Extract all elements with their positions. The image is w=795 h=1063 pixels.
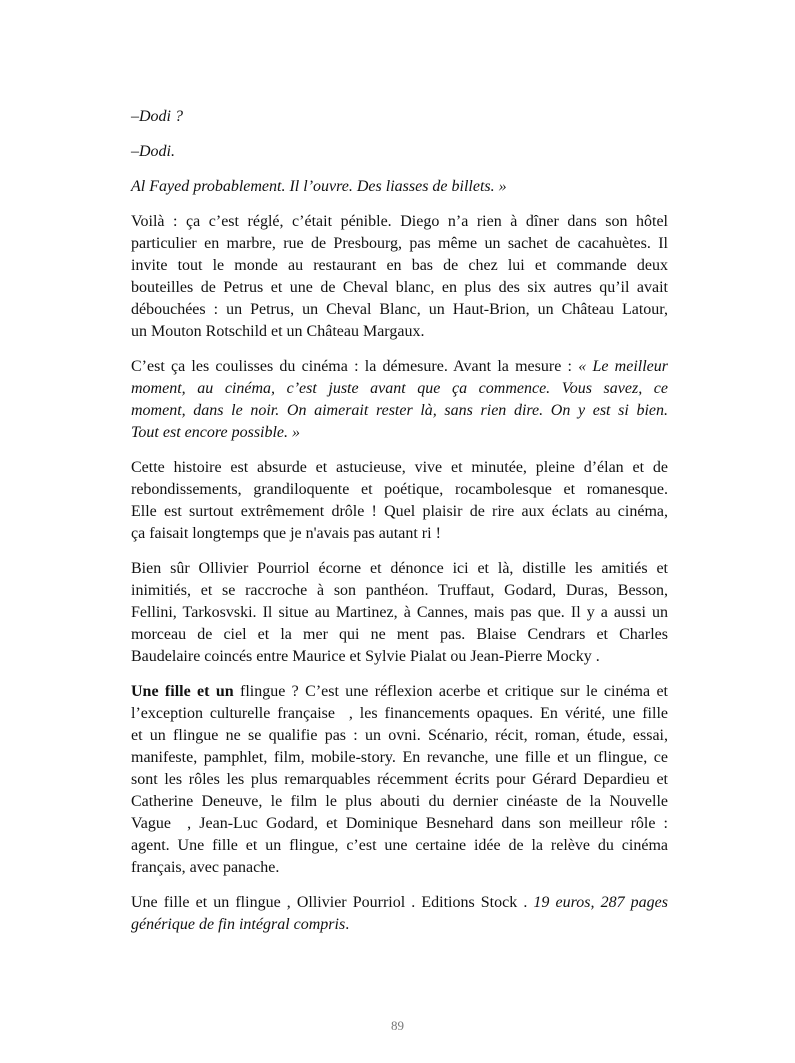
text-segment: Fellini, Tarkosvski. Il situe au Martinez, à Cannes, mais pas que. Il y a aussi un xyxy=(131,604,668,621)
text-line xyxy=(131,378,668,400)
text-segment: Voilà : ça c’est réglé, c’était pénible. Diego n’a rien à dîner dans son hôtel xyxy=(131,213,668,230)
text-line xyxy=(131,233,668,255)
text-line xyxy=(131,813,668,835)
text-line xyxy=(131,321,668,343)
paragraph xyxy=(131,457,668,545)
text-line xyxy=(131,681,668,703)
text-line xyxy=(131,791,668,813)
paragraph xyxy=(131,211,668,343)
text-segment: Vague , Jean-Luc Godard, et Dominique Besnehard dans son meilleur rôle : xyxy=(131,815,668,832)
italic-text: moment, dans le noir. On aimerait rester là, sans rien dire. On y est si bien. xyxy=(131,402,668,419)
italic-text: « Le meilleur xyxy=(578,358,668,375)
text-line xyxy=(131,725,668,747)
paragraph xyxy=(131,892,668,936)
text-segment: . xyxy=(345,916,350,933)
text-segment: l’exception culturelle française , les financements opaques. En vérité, une fille xyxy=(131,705,668,722)
text-line xyxy=(131,457,668,479)
text-segment: morceau de ciel et la mer qui ne ment pas. Blaise Cendrars et Charles xyxy=(131,626,668,643)
bold-text: Une fille et un xyxy=(131,683,234,700)
italic-text: Al Fayed probablement. Il l’ouvre. Des liasses de billets. » xyxy=(131,178,507,195)
text-segment: débouchées : un Petrus, un Cheval Blanc, un Haut-Brion, un Château Latour, xyxy=(131,301,668,318)
text-segment: et un flingue ne se qualifie pas : un ovni. Scénario, récit, roman, étude, essai, xyxy=(131,727,668,744)
italic-text: générique de fin intégral compris xyxy=(131,916,346,933)
text-line xyxy=(131,523,668,545)
text-segment: particulier en marbre, rue de Presbourg, pas même un sachet de cacahuètes. Il xyxy=(131,235,668,252)
text-segment: agent. Une fille et un flingue, c’est une certaine idée de la relève du cinéma xyxy=(131,837,668,854)
text-segment: français, avec panache. xyxy=(131,859,280,876)
text-segment: invite tout le monde au restaurant en bas de chez lui et commande deux xyxy=(131,257,668,274)
text-line xyxy=(131,580,668,602)
text-line xyxy=(131,356,668,378)
text-line xyxy=(131,299,668,321)
text-line xyxy=(131,769,668,791)
text-line xyxy=(131,211,668,233)
italic-text: moment, au cinéma, c’est juste avant que ça commence. Vous savez, ce xyxy=(131,380,668,397)
text-line xyxy=(131,646,668,668)
text-segment: flingue ? C’est une réflexion acerbe et critique sur le cinéma et xyxy=(233,683,669,700)
text-segment: rebondissements, grandiloquente et poétique, rocambolesque et romanesque. xyxy=(131,481,668,498)
text-line xyxy=(131,835,668,857)
italic-text: –Dodi ? xyxy=(131,108,183,125)
paragraph xyxy=(131,106,668,128)
text-line xyxy=(131,479,668,501)
italic-text: Tout est encore possible. » xyxy=(131,424,301,441)
text-line xyxy=(131,277,668,299)
text-segment: Cette histoire est absurde et astucieuse, vive et minutée, pleine d’élan et de xyxy=(131,459,668,476)
page-number: 89 xyxy=(391,1018,404,1033)
text-line xyxy=(131,400,668,422)
text-line xyxy=(131,558,668,580)
text-line xyxy=(131,501,668,523)
paragraph xyxy=(131,141,668,163)
text-segment: Une fille et un flingue , Ollivier Pourriol . Editions Stock . xyxy=(131,894,534,911)
text-segment: C’est ça les coulisses du cinéma : la démesure. Avant la mesure : xyxy=(131,358,579,375)
text-line xyxy=(131,602,668,624)
text-line xyxy=(131,892,668,914)
text-segment: Elle est surtout extrêmement drôle ! Quel plaisir de rire aux éclats au cinéma, xyxy=(131,503,668,520)
text-segment: manifeste, pamphlet, film, mobile-story. En revanche, une fille et un flingue, ce xyxy=(131,749,668,766)
italic-text: –Dodi. xyxy=(131,143,175,160)
text-line xyxy=(131,141,668,163)
text-segment: Bien sûr Ollivier Pourriol écorne et dénonce ici et là, distille les amitiés et xyxy=(131,560,668,577)
text-line xyxy=(131,624,668,646)
text-line xyxy=(131,703,668,725)
page-body xyxy=(131,106,668,949)
text-segment: Catherine Deneuve, le film le plus abouti du dernier cinéaste de la Nouvelle xyxy=(131,793,668,810)
text-line xyxy=(131,422,668,444)
text-line xyxy=(131,914,668,936)
paragraph xyxy=(131,681,668,879)
text-segment: sont les rôles les plus remarquables récemment écrits pour Gérard Depardieu et xyxy=(131,771,668,788)
text-line xyxy=(131,857,668,879)
text-segment: ça faisait longtemps que je n'avais pas autant ri ! xyxy=(131,525,441,542)
text-line xyxy=(131,176,668,198)
text-segment: un Mouton Rotschild et un Château Margaux. xyxy=(131,323,425,340)
paragraph xyxy=(131,356,668,444)
italic-text: 19 euros, 287 pages xyxy=(533,894,668,911)
text-line xyxy=(131,255,668,277)
text-line xyxy=(131,747,668,769)
text-segment: Baudelaire coincés entre Maurice et Sylvie Pialat ou Jean-Pierre Mocky . xyxy=(131,648,600,665)
text-segment: bouteilles de Petrus et une de Cheval blanc, en plus des six autres qu’il avait xyxy=(131,279,668,296)
paragraph xyxy=(131,176,668,198)
paragraph xyxy=(131,558,668,668)
text-line xyxy=(131,106,668,128)
text-segment: inimitiés, et se raccroche à son panthéon. Truffaut, Godard, Duras, Besson, xyxy=(131,582,668,599)
